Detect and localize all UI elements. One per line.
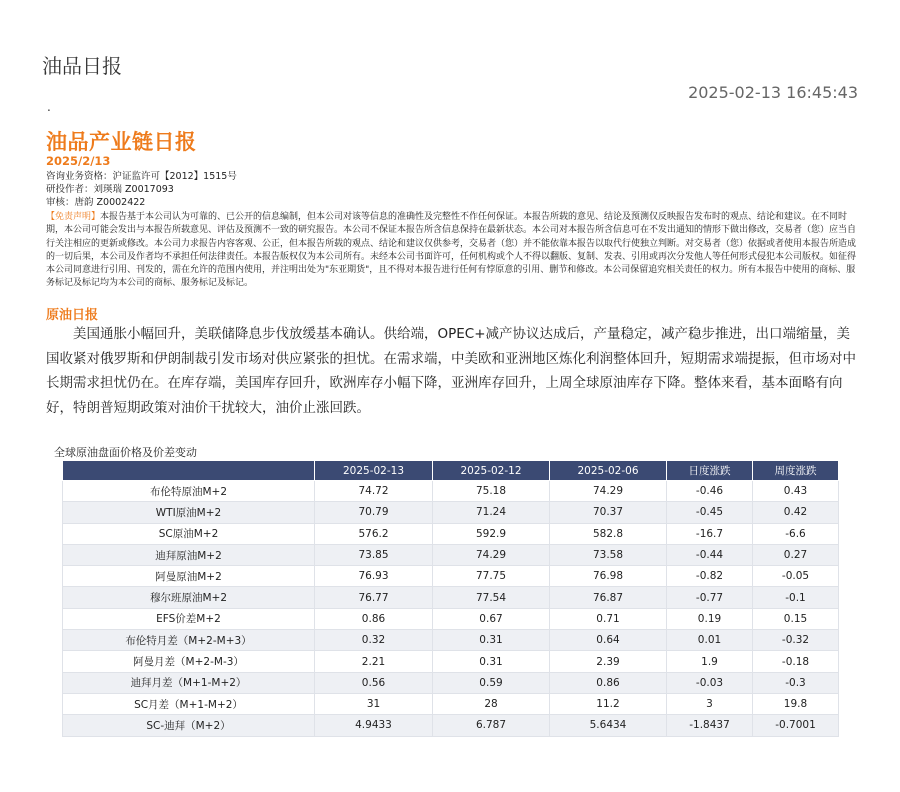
cell-value-1: 76.77	[315, 587, 433, 608]
crude-summary: 美国通胀小幅回升，美联储降息步伐放缓基本确认。供给端，OPEC+减产协议达成后，产量稳定，减产稳步推进，出口端缩量，美国收紧对俄罗斯和伊朗制裁引发市场对供应紧张的担忧。在需求端，中美欧和亚洲地区炼化利润整体回升，短期需求端提振，但市场对中长期需求担忧仍在。在库存端，美国库存回升，欧洲库存小幅下降，亚洲库存回升，上周全球原油库存下降。整体来看，基本面略有向好，特朗普短期政策对油价干扰较大，油价止涨回跌。	[46, 326, 856, 416]
table-row	[63, 630, 839, 651]
table-row	[63, 672, 839, 693]
cell-daily-change: 3	[667, 693, 753, 714]
table-row	[63, 651, 839, 672]
cell-value-1: 4.9433	[315, 715, 433, 736]
header-cell-date-3: 2025-02-06	[550, 461, 667, 481]
cell-value-2: 74.29	[433, 544, 550, 565]
table-caption: 全球原油盘面价格及价差变动	[54, 446, 197, 459]
cell-value-2: 0.31	[433, 630, 550, 651]
cell-daily-change: -1.8437	[667, 715, 753, 736]
cell-value-1: 76.93	[315, 566, 433, 587]
cell-name: 迪拜原油M+2	[63, 544, 315, 565]
author-line: 研投作者：刘瑛瑞 Z0017093	[46, 184, 174, 195]
cell-weekly-change: -0.05	[753, 566, 839, 587]
cell-name: SC原油M+2	[63, 523, 315, 544]
report-date: 2025/2/13	[46, 154, 111, 168]
timestamp: 2025-02-13 16:45:43	[688, 83, 858, 102]
cell-value-1: 576.2	[315, 523, 433, 544]
table-row	[63, 502, 839, 523]
cell-value-2: 28	[433, 693, 550, 714]
cell-name: 阿曼原油M+2	[63, 566, 315, 587]
cell-value-1: 0.32	[315, 630, 433, 651]
cell-weekly-change: 19.8	[753, 693, 839, 714]
cell-weekly-change: -0.1	[753, 587, 839, 608]
cell-value-1: 2.21	[315, 651, 433, 672]
cell-value-2: 0.31	[433, 651, 550, 672]
table-body	[63, 481, 839, 737]
cell-weekly-change: -0.18	[753, 651, 839, 672]
cell-name: 布伦特月差（M+2-M+3）	[63, 630, 315, 651]
cell-name: 阿曼月差（M+2-M-3）	[63, 651, 315, 672]
cell-name: SC月差（M+1-M+2）	[63, 693, 315, 714]
cell-weekly-change: -0.7001	[753, 715, 839, 736]
reviewer-line: 审核：唐韵 Z0002422	[46, 197, 146, 208]
cell-weekly-change: -0.3	[753, 672, 839, 693]
table-row	[63, 693, 839, 714]
cell-value-3: 0.64	[550, 630, 667, 651]
cell-value-3: 5.6434	[550, 715, 667, 736]
cell-value-2: 75.18	[433, 481, 550, 502]
cell-value-2: 77.54	[433, 587, 550, 608]
header-cell-date-2: 2025-02-12	[433, 461, 550, 481]
cell-daily-change: -0.44	[667, 544, 753, 565]
cell-daily-change: 0.01	[667, 630, 753, 651]
header-cell-blank	[63, 461, 315, 481]
report-title: 油品产业链日报	[46, 130, 197, 154]
separator-dot: .	[47, 100, 51, 114]
cell-value-2: 592.9	[433, 523, 550, 544]
table-row	[63, 544, 839, 565]
cell-value-3: 76.87	[550, 587, 667, 608]
cell-name: SC-迪拜（M+2）	[63, 715, 315, 736]
header-cell-daily-change: 日度涨跌	[667, 461, 753, 481]
cell-value-1: 0.56	[315, 672, 433, 693]
cell-value-1: 31	[315, 693, 433, 714]
table-header-row	[63, 461, 839, 481]
cell-value-3: 11.2	[550, 693, 667, 714]
cell-value-2: 0.59	[433, 672, 550, 693]
cell-value-3: 70.37	[550, 502, 667, 523]
cell-name: 穆尔班原油M+2	[63, 587, 315, 608]
cell-value-3: 76.98	[550, 566, 667, 587]
cell-value-2: 0.67	[433, 608, 550, 629]
cell-value-1: 0.86	[315, 608, 433, 629]
disclaimer-tag: 【免责声明】	[46, 212, 101, 222]
section-title-crude: 原油日报	[46, 308, 99, 323]
cell-weekly-change: -6.6	[753, 523, 839, 544]
price-table	[62, 460, 839, 737]
cell-weekly-change: 0.43	[753, 481, 839, 502]
cell-daily-change: -0.77	[667, 587, 753, 608]
cell-value-3: 74.29	[550, 481, 667, 502]
cell-daily-change: -0.45	[667, 502, 753, 523]
table-row	[63, 587, 839, 608]
cell-value-1: 74.72	[315, 481, 433, 502]
cell-value-3: 582.8	[550, 523, 667, 544]
table-row	[63, 523, 839, 544]
table-row	[63, 481, 839, 502]
cell-daily-change: -0.82	[667, 566, 753, 587]
table-row	[63, 715, 839, 736]
cell-value-1: 70.79	[315, 502, 433, 523]
cell-name: 布伦特原油M+2	[63, 481, 315, 502]
cell-value-2: 71.24	[433, 502, 550, 523]
cell-daily-change: -16.7	[667, 523, 753, 544]
cell-value-3: 0.71	[550, 608, 667, 629]
cell-weekly-change: -0.32	[753, 630, 839, 651]
cell-value-2: 6.787	[433, 715, 550, 736]
cell-weekly-change: 0.42	[753, 502, 839, 523]
disclaimer	[46, 211, 858, 291]
cell-weekly-change: 0.15	[753, 608, 839, 629]
cell-daily-change: 0.19	[667, 608, 753, 629]
header-cell-date-1: 2025-02-13	[315, 461, 433, 481]
table-row	[63, 566, 839, 587]
cell-name: EFS价差M+2	[63, 608, 315, 629]
cell-name: WTI原油M+2	[63, 502, 315, 523]
cell-weekly-change: 0.27	[753, 544, 839, 565]
cell-daily-change: -0.03	[667, 672, 753, 693]
page-title: 油品日报	[42, 54, 122, 78]
cell-value-1: 73.85	[315, 544, 433, 565]
table-row	[63, 608, 839, 629]
cell-daily-change: -0.46	[667, 481, 753, 502]
qualification-line: 咨询业务资格：沪证监许可【2012】1515号	[46, 171, 237, 182]
cell-value-3: 73.58	[550, 544, 667, 565]
cell-daily-change: 1.9	[667, 651, 753, 672]
disclaimer-text: 本报告基于本公司认为可靠的、已公开的信息编制，但本公司对该等信息的准确性及完整性不作任何保证。本报告所载的意见、结论及预测仅反映报告发布时的观点、结论和建议。在不同时期，本公司可能会发出与本报告所载意见、评估及预测不一致的研究报告。本公司不保证本报告所含信息保持在最新状态。本公司对本报告所含信息可在不发出通知的情形下做出修改，交易者（您）应当自行关注相应的更新或修改。本公司力求报告内容客观、公正，但本报告所载的观点、结论和建议仅供参考，交易者（您）并不能依靠本报告以取代行使独立判断。对交易者（您）依据或者使用本报告所造成的一切后果，本公司及作者均不承担任何法律责任。本报告版权仅为本公司所有。未经本公司书面许可，任何机构或个人不得以翻版、复制、发表、引用或再次分发他人等任何形式侵犯本公司版权。如征得本公司同意进行引用、刊发的，需在允许的范围内使用，并注明出处为"东亚期货"，且不得对本报告进行任何有悖原意的引用、删节和修改。本公司保留追究相关责任的权力。所有本报告中使用的商标、服务标记及标记均为本公司的商标、服务标记及标记。	[46, 212, 857, 289]
cell-value-3: 2.39	[550, 651, 667, 672]
cell-value-2: 77.75	[433, 566, 550, 587]
cell-name: 迪拜月差（M+1-M+2）	[63, 672, 315, 693]
cell-value-3: 0.86	[550, 672, 667, 693]
header-cell-weekly-change: 周度涨跌	[753, 461, 839, 481]
